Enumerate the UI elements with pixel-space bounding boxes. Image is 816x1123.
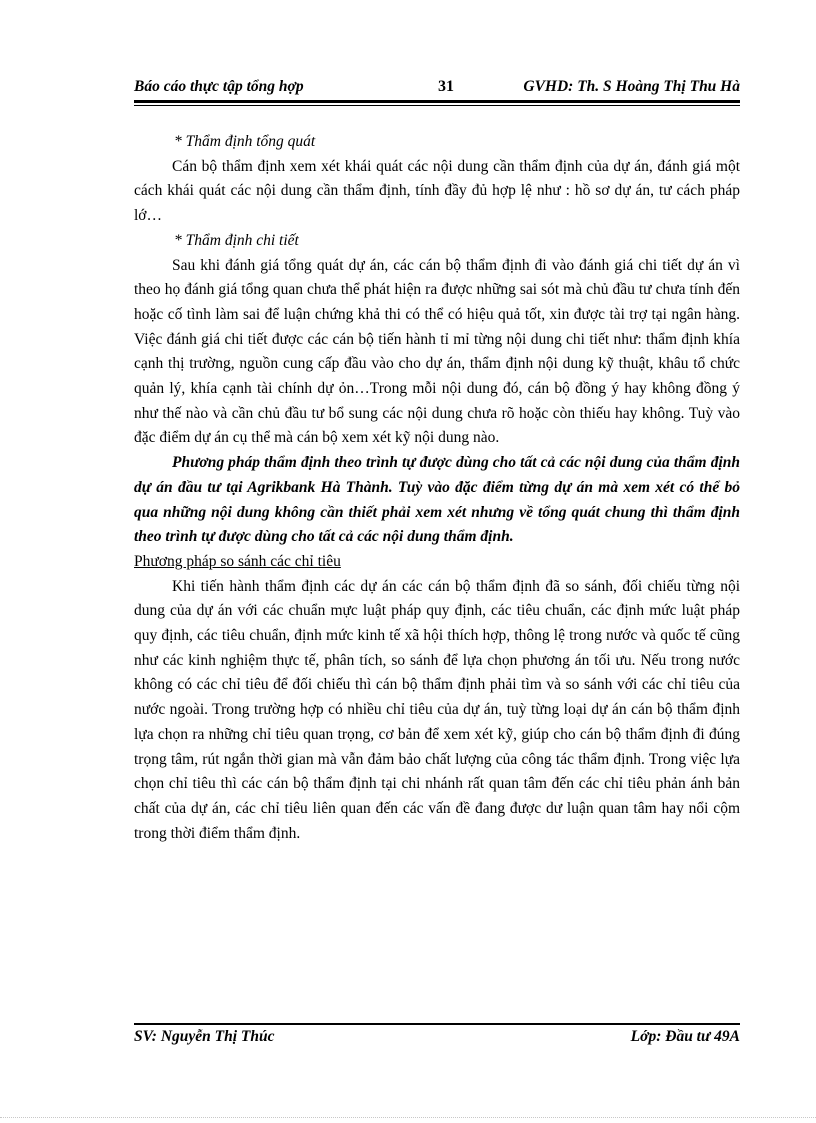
footer-rule: [134, 1023, 740, 1025]
page-boundary: [0, 1117, 816, 1118]
section-heading-comparison-method: Phương pháp so sánh các chỉ tiêu: [134, 552, 341, 570]
header-rule-thick: [134, 100, 740, 103]
paragraph-detailed-appraisal: Sau khi đánh giá tổng quát dự án, các cán bộ thẩm định đi vào đánh giá chi tiết dự án vì theo họ đánh giá tổng quan chưa thể phát hiện ra được những sai sót mà chủ đầu tư chưa tính đến hoặc cố tình làm sai để luận chứng khả thi có thể có hiệu quả tốt, xin được tài trợ tại ngân hàng. Việc đánh giá chi tiết được các cán bộ tiến hành tỉ mỉ từng nội dung chi tiết như: thẩm định khía cạnh thị trường, nguồn cung cấp đầu vào cho dự án, thẩm định nội dung kỹ thuật, khâu tổ chức quản lý, khía cạnh tài chính dự ỏn…Trong mỗi nội dung đó, cán bộ đồng ý hay không đồng ý như thế nào và cần chủ đầu tư bổ sung các nội dung chưa rõ hoặc còn thiếu hay không. Tuỳ vào đặc điểm dự án cụ thể mà cán bộ xem xét kỹ nội dung nào.: [134, 256, 740, 447]
footer-student-name: SV: Nguyễn Thị Thúc: [134, 1028, 275, 1045]
header-rule-thin: [134, 105, 740, 106]
paragraph-sequential-method-summary: Phương pháp thẩm định theo trình tự được dùng cho tất cả các nội dung của thẩm định dự án đầu tư tại Agrikbank Hà Thành. Tuỳ vào đặc điểm từng dự án mà xem xét có thể bỏ qua những nội dung không cần thiết phải xem xét nhưng về tổng quát chung thì thẩm định theo trình tự được dùng cho tất cả các nội dung thẩm định.: [134, 454, 740, 546]
page-body: [134, 130, 740, 846]
page-footer: [134, 1028, 740, 1052]
header-report-title: Báo cáo thực tập tổng hợp: [134, 78, 304, 95]
page-number: 31: [438, 78, 454, 95]
subheading-detailed-appraisal: * Thẩm định chi tiết: [174, 231, 299, 249]
subheading-general-appraisal: * Thẩm định tổng quát: [174, 133, 316, 150]
paragraph-comparison-method: Khi tiến hành thẩm định các dự án các cán bộ thẩm định đã so sánh, đối chiếu từng nội dung của dự án với các chuẩn mực luật pháp quy định, các tiêu chuẩn, các định mức luật pháp quy định, các tiêu chuẩn, định mức kinh tế xã hội thích hợp, thông lệ trong nước và quốc tế cũng như các kinh nghiệm thực tế, phân tích, so sánh để lựa chọn phương án tối ưu. Nếu trong nước không có các chỉ tiêu để đối chiếu thì cán bộ thẩm định phải tìm và so sánh với các chỉ tiêu của nước ngoài. Trong trường hợp có nhiều chỉ tiêu của dự án, tuỳ từng loại dự án cán bộ thẩm định lựa chọn ra những chỉ tiêu quan trọng, cơ bản để xem xét kỹ, giúp cho cán bộ thẩm định đi đúng trọng tâm, rút ngắn thời gian mà vẫn đảm bảo chất lượng của công tác thẩm định. Trong việc lựa chọn chỉ tiêu thì các cán bộ thẩm định tại chi nhánh rất quan tâm đến các chỉ tiêu phản ánh bản chất của dự án, các chỉ tiêu liên quan đến các vấn đề đang được dư luận quan tâm hay nổi cộm trong thời điểm thẩm định.: [134, 577, 740, 842]
header-supervisor: GVHD: Th. S Hoàng Thị Thu Hà: [523, 78, 740, 95]
page-header: [134, 76, 740, 102]
paragraph-general-appraisal: Cán bộ thẩm định xem xét khái quát các nội dung cần thẩm định của dự án, đánh giá một cách khái quát các nội dung cần thẩm định, tính đầy đủ hợp lệ như : hồ sơ dự án, tư cách pháp lớ…: [134, 157, 740, 225]
footer-class: Lớp: Đầu tư 49A: [630, 1028, 740, 1045]
